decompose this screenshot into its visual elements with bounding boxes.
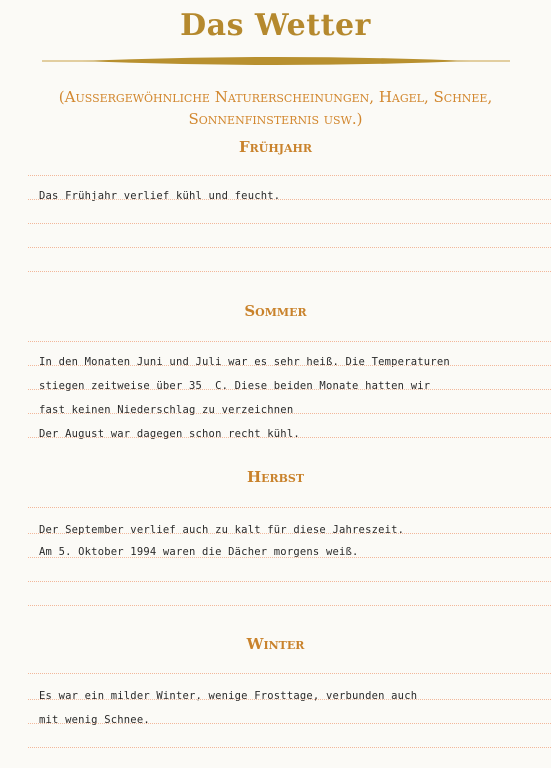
entry-line: Der September verlief auch zu kalt für diese Jahreszeit.: [39, 524, 405, 536]
entry-line: Es war ein milder Winter, wenige Frosttage, verbunden auch: [39, 690, 418, 702]
ruled-line: [28, 389, 551, 390]
ruled-line: [28, 723, 551, 724]
entry-line: stiegen zeitweise über 35 C. Diese beiden Monate hatten wir: [39, 380, 431, 392]
subtitle-line-1: (Aussergewöhnliche Naturerscheinungen, Hagel, Schnee,: [58, 88, 493, 106]
ruled-line: [28, 673, 551, 674]
ruled-line: [28, 341, 551, 342]
ruled-line: [28, 365, 551, 366]
ruled-line: [28, 223, 551, 224]
ruled-line: [28, 533, 551, 534]
section-heading-fruehjahr: Frühjahr: [238, 138, 313, 156]
ruled-line: [28, 605, 551, 606]
entry-line: In den Monaten Juni und Juli war es sehr heiß. Die Temperaturen: [39, 356, 450, 368]
ruled-line: [28, 437, 551, 438]
ruled-line: [28, 413, 551, 414]
ruled-line: [28, 199, 551, 200]
section-heading-winter: Winter: [246, 635, 305, 653]
ruled-line: [28, 271, 551, 272]
entry-line: Der August war dagegen schon recht kühl.: [39, 428, 300, 440]
subtitle-line-2: Sonnenfinsternis usw.): [188, 110, 363, 128]
page-title: Das Wetter: [180, 8, 371, 43]
ruled-line: [28, 699, 551, 700]
ruled-line: [28, 747, 551, 748]
page-subtitle: [20, 86, 531, 130]
entry-line: Am 5. Oktober 1994 waren die Dächer morgens weiß.: [39, 546, 359, 558]
ruled-line: [28, 247, 551, 248]
entry-line: fast keinen Niederschlag zu verzeichnen: [39, 404, 294, 416]
ruled-line: [28, 557, 551, 558]
ruled-line: [28, 507, 551, 508]
entry-line: Das Frühjahr verlief kühl und feucht.: [39, 190, 281, 202]
section-heading-sommer: Sommer: [244, 302, 307, 320]
section-heading-herbst: Herbst: [246, 468, 305, 486]
entry-line: mit wenig Schnee.: [39, 714, 150, 726]
title-divider: [42, 54, 510, 68]
ruled-line: [28, 581, 551, 582]
ruled-line: [28, 175, 551, 176]
